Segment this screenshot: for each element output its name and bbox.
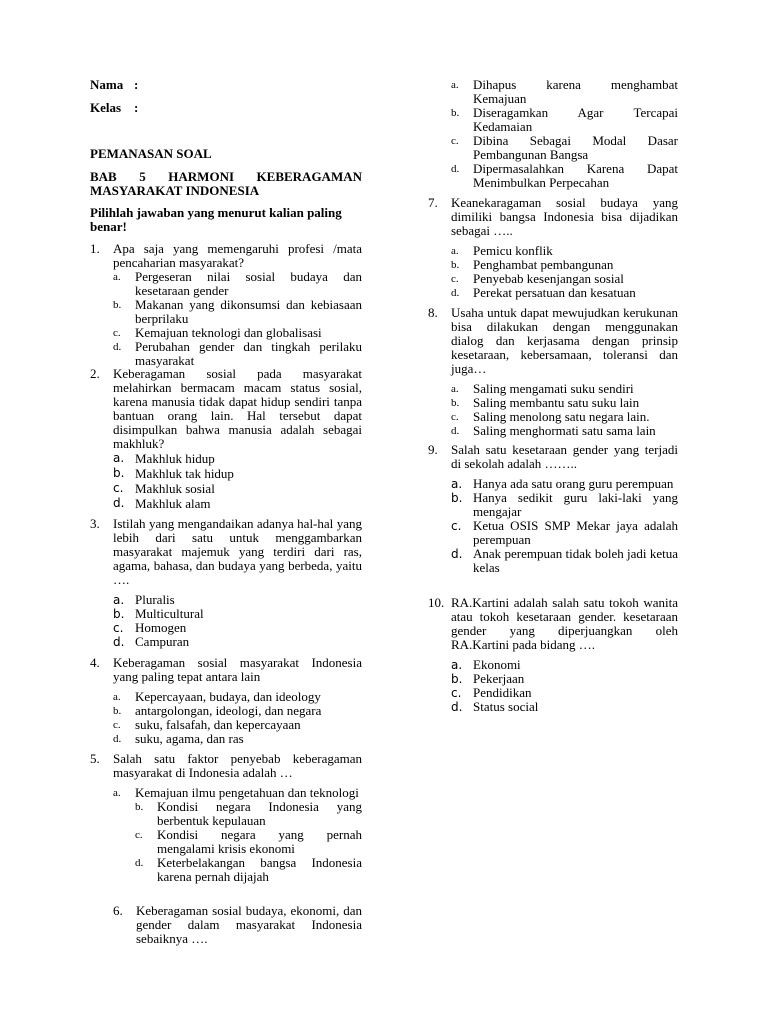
option-b[interactable]: [451, 491, 678, 519]
kelas-label: Kelas: [90, 100, 122, 115]
option-c[interactable]: [451, 686, 678, 700]
option-letter: b.: [451, 672, 463, 686]
option-letter: a.: [451, 658, 463, 672]
option-letter: b.: [451, 259, 460, 271]
option-letter: d.: [113, 635, 125, 649]
option-letter: a.: [113, 271, 121, 283]
option-text: Pluralis: [135, 592, 175, 607]
option-d[interactable]: [451, 424, 678, 438]
option-letter: a.: [113, 451, 125, 465]
option-letter: d.: [113, 341, 122, 353]
option-b[interactable]: [451, 106, 678, 134]
option-a[interactable]: [451, 658, 678, 672]
option-letter: b.: [451, 491, 463, 505]
option-c[interactable]: [135, 828, 362, 856]
nama-label: Nama: [90, 77, 124, 92]
option-a[interactable]: [451, 382, 678, 396]
option-text: Saling menghormati satu sama lain: [473, 423, 656, 438]
option-b[interactable]: [113, 298, 362, 326]
option-list: [113, 270, 362, 368]
question-text: Keanekaragaman sosial budaya yang dimiliki bangsa Indonesia bisa dijadikan sebagai …..: [451, 195, 678, 238]
option-letter: d.: [135, 857, 144, 869]
option-c[interactable]: [113, 326, 362, 340]
option-c[interactable]: [113, 621, 362, 635]
option-text: Dibina Sebagai Modal Dasar Pembangunan Bangsa: [473, 133, 678, 162]
question-5: [90, 752, 362, 884]
option-letter: d.: [113, 496, 125, 510]
question-text: Salah satu kesetaraan gender yang terjadi di sekolah adalah ……..: [451, 442, 678, 471]
option-d[interactable]: [113, 340, 362, 368]
option-letter: d.: [113, 733, 122, 745]
question-7: [428, 196, 678, 300]
option-text: Makhluk sosial: [135, 481, 215, 496]
option-letter: d.: [451, 287, 460, 299]
option-letter: c.: [451, 519, 462, 533]
option-d[interactable]: [135, 856, 362, 884]
option-d[interactable]: [451, 700, 678, 714]
option-letter: a.: [451, 383, 459, 395]
question-10: [428, 596, 678, 714]
option-letter: c.: [113, 481, 124, 495]
option-letter: a.: [113, 787, 121, 799]
option-a[interactable]: [113, 593, 362, 607]
option-d[interactable]: [451, 162, 678, 190]
option-c[interactable]: [113, 481, 362, 496]
option-text: Multicultural: [135, 606, 204, 621]
option-text: Diseragamkan Agar Tercapai Kedamaian: [473, 105, 678, 134]
option-text: Anak perempuan tidak boleh jadi ketua kelas: [473, 546, 678, 575]
option-text: Hanya ada satu orang guru perempuan: [473, 476, 674, 491]
question-number: 2.: [90, 366, 100, 381]
option-letter: d.: [451, 163, 460, 175]
question-text: Istilah yang mengandaikan adanya hal-hal yang lebih dari satu untuk menggambarkan masyarakat majemuk yang terdiri dari ras, agama, bahasa, dan budaya yang berbeda, yaitu ….: [113, 516, 362, 587]
option-text: antargolongan, ideologi, dan negara: [135, 703, 322, 718]
option-c[interactable]: [113, 718, 362, 732]
option-letter: b.: [451, 107, 460, 119]
option-text: Makhluk tak hidup: [135, 466, 234, 481]
option-letter: c.: [113, 327, 121, 339]
option-text: Campuran: [135, 634, 190, 649]
option-letter: a.: [451, 477, 463, 491]
option-text: Homogen: [135, 620, 187, 635]
question-text: Keberagaman sosial budaya, ekonomi, dan gender dalam masyarakat Indonesia sebaiknya ….: [136, 903, 362, 946]
question-number: 4.: [90, 655, 100, 670]
option-letter: a.: [451, 79, 459, 91]
option-list: [113, 690, 362, 746]
instruction-text: Pilihlah jawaban yang menurut kalian paling benar!: [90, 205, 342, 234]
option-d[interactable]: [451, 547, 678, 575]
question-8: [428, 306, 678, 438]
question-2: [90, 367, 362, 511]
option-text: Penyebab kesenjangan sosial: [473, 271, 624, 286]
section-title: PEMANASAN SOAL: [90, 146, 212, 161]
nama-field: [90, 78, 138, 92]
option-text: Kemajuan teknologi dan globalisasi: [135, 325, 322, 340]
option-letter: c.: [113, 719, 121, 731]
question-number: 7.: [428, 195, 438, 210]
option-letter: c.: [451, 411, 459, 423]
option-text: Keterbelakangan bangsa Indonesia karena pernah dijajah: [157, 855, 362, 884]
option-a[interactable]: [113, 451, 362, 466]
option-a[interactable]: [451, 477, 678, 491]
option-text: Pekerjaan: [473, 671, 525, 686]
kelas-colon: :: [134, 100, 139, 115]
question-number: 10.: [428, 595, 445, 610]
option-letter: a.: [113, 593, 125, 607]
option-b[interactable]: [113, 704, 362, 718]
option-a[interactable]: [113, 690, 362, 704]
option-d[interactable]: [113, 635, 362, 649]
question-4: [90, 656, 362, 746]
option-b[interactable]: [451, 258, 678, 272]
question-text: RA.Kartini adalah salah satu tokoh wanita atau tokoh kesetaraan gender. kesetaraan gender yang diperjuangkan oleh RA.Kartini pada bidang ….: [451, 595, 678, 652]
option-b[interactable]: [135, 800, 362, 828]
option-c[interactable]: [451, 134, 678, 162]
option-d[interactable]: [451, 286, 678, 300]
option-b[interactable]: [113, 466, 362, 481]
option-text: Penghambat pembangunan: [473, 257, 614, 272]
option-list: [451, 78, 678, 190]
option-letter: b.: [113, 607, 125, 621]
option-text: Ekonomi: [473, 657, 521, 672]
option-letter: b.: [113, 466, 125, 480]
question-number: 8.: [428, 305, 438, 320]
option-list: [113, 451, 362, 511]
option-letter: b.: [113, 705, 122, 717]
question-text: Keberagaman sosial masyarakat Indonesia yang paling tepat antara lain: [113, 655, 362, 684]
option-list: [113, 593, 362, 649]
option-text: Saling menolong satu negara lain.: [473, 409, 650, 424]
option-c[interactable]: [451, 519, 678, 547]
option-text: Dihapus karena menghambat Kemajuan: [473, 77, 678, 106]
option-text: Makanan yang dikonsumsi dan kebiasaan berprilaku: [135, 297, 362, 326]
option-text: Perekat persatuan dan kesatuan: [473, 285, 636, 300]
option-letter: b.: [451, 397, 460, 409]
option-b[interactable]: [113, 607, 362, 621]
option-text: Saling mengamati suku sendiri: [473, 381, 634, 396]
question-text: Salah satu faktor penyebab keberagaman masyarakat di Indonesia adalah …: [113, 751, 362, 780]
question-6-options: [428, 78, 678, 190]
option-text: Makhluk hidup: [135, 451, 215, 466]
question-6: [113, 904, 362, 946]
option-text: Makhluk alam: [135, 496, 211, 511]
question-text: Apa saja yang memengaruhi profesi /mata pencaharian masyarakat?: [113, 241, 362, 270]
option-letter: c.: [113, 621, 124, 635]
chapter-title: BAB 5 HARMONI KEBERAGAMAN MASYARAKAT INDONESIA: [90, 169, 362, 198]
option-text: Pendidikan: [473, 685, 532, 700]
question-text: Usaha untuk dapat mewujudkan kerukunan bisa dilakukan dengan menggunakan dialog dan kerjasama dengan prinsip kesetaraan, kebersamaan, toleransi dan juga…: [451, 305, 678, 376]
option-d[interactable]: [113, 496, 362, 511]
option-b[interactable]: [451, 396, 678, 410]
option-list: [451, 658, 678, 714]
question-number: 1.: [90, 241, 100, 256]
question-number: 9.: [428, 442, 438, 457]
option-letter: c.: [135, 829, 143, 841]
option-text: Dipermasalahkan Karena Dapat Menimbulkan Perpecahan: [473, 161, 678, 190]
option-letter: b.: [113, 299, 122, 311]
option-letter: c.: [451, 273, 459, 285]
option-text: Perubahan gender dan tingkah perilaku masyarakat: [135, 339, 362, 368]
option-text: Kondisi negara Indonesia yang berbentuk kepulauan: [157, 799, 362, 828]
option-letter: b.: [135, 801, 144, 813]
question-9: [428, 443, 678, 575]
option-text: suku, falsafah, dan kepercayaan: [135, 717, 301, 732]
option-text: Kondisi negara yang pernah mengalami krisis ekonomi: [157, 827, 362, 856]
option-list: [451, 244, 678, 300]
option-list-indented: [135, 800, 362, 884]
option-text: Kemajuan ilmu pengetahuan dan teknologi: [135, 785, 359, 800]
option-list: [113, 786, 362, 800]
question-text: Keberagaman sosial pada masyarakat melahirkan bermacam macam status sosial, karena manusia tidak dapat hidup sendiri tanpa bantuan orang lain. Hal tersebut dapat disimpulkan bahwa manusia adalah sebagai makhluk?: [113, 366, 362, 451]
option-c[interactable]: [451, 272, 678, 286]
option-letter: a.: [113, 691, 121, 703]
option-letter: d.: [451, 547, 463, 561]
option-text: Kepercayaan, budaya, dan ideology: [135, 689, 321, 704]
option-letter: c.: [451, 686, 462, 700]
option-letter: a.: [451, 245, 459, 257]
option-c[interactable]: [451, 410, 678, 424]
question-number: 3.: [90, 516, 100, 531]
option-letter: d.: [451, 700, 463, 714]
question-number: 6.: [113, 903, 123, 918]
option-list: [451, 382, 678, 438]
option-letter: c.: [451, 135, 459, 147]
option-a[interactable]: [113, 786, 362, 800]
question-1: [90, 242, 362, 368]
option-a[interactable]: [113, 270, 362, 298]
kelas-field: [90, 101, 138, 115]
option-text: Saling membantu satu suku lain: [473, 395, 640, 410]
option-text: Pergeseran nilai sosial budaya dan kesetaraan gender: [135, 269, 362, 298]
nama-colon: :: [134, 77, 139, 92]
option-text: suku, agama, dan ras: [135, 731, 244, 746]
option-text: Pemicu konflik: [473, 243, 553, 258]
option-b[interactable]: [451, 672, 678, 686]
option-text: Status social: [473, 699, 539, 714]
option-letter: d.: [451, 425, 460, 437]
option-text: Ketua OSIS SMP Mekar jaya adalah perempuan: [473, 518, 678, 547]
option-d[interactable]: [113, 732, 362, 746]
option-text: Hanya sedikit guru laki-laki yang mengajar: [473, 490, 678, 519]
question-3: [90, 517, 362, 649]
question-number: 5.: [90, 751, 100, 766]
option-a[interactable]: [451, 78, 678, 106]
option-a[interactable]: [451, 244, 678, 258]
option-list: [451, 477, 678, 575]
